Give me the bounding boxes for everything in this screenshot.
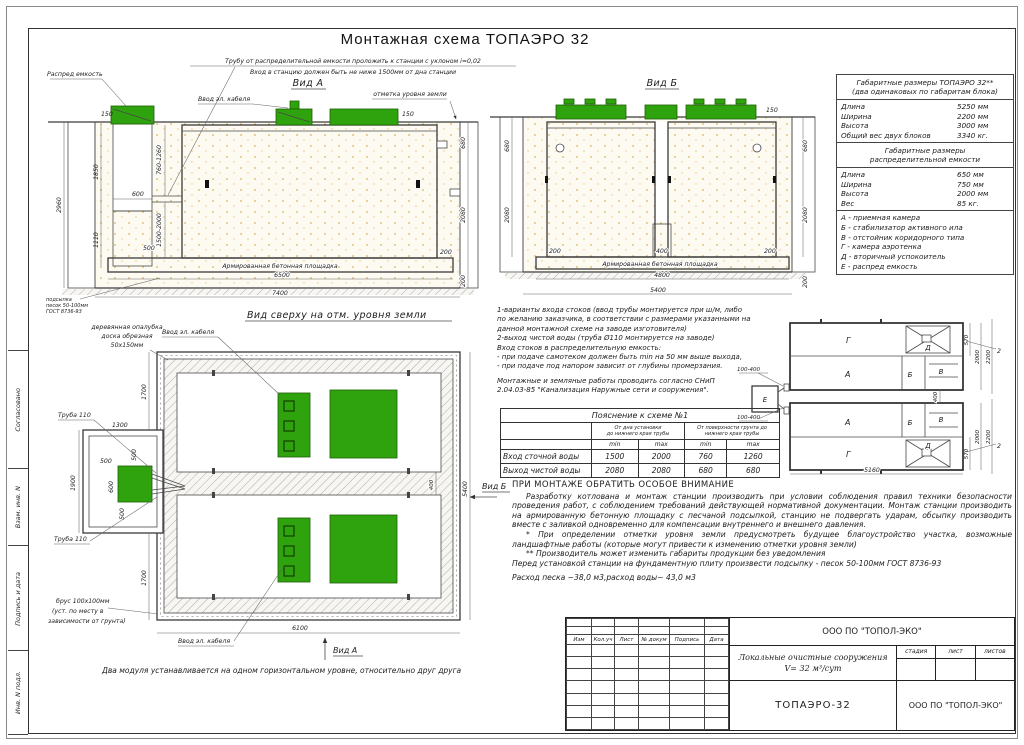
dim-label: 2080 xyxy=(802,207,809,223)
leveling-note: Два модуля устанавливается на одном горизонтальном уровне, относительно друг друга xyxy=(102,666,462,675)
explanation-table xyxy=(500,408,780,478)
chamber-label: Г xyxy=(846,336,851,345)
dim-label: 200 xyxy=(764,248,776,255)
top-view-drawing xyxy=(48,310,510,660)
specs-title: Габаритные размеры xyxy=(884,146,966,155)
dim-label: 150 xyxy=(766,107,778,114)
dim-label: 2080 xyxy=(460,207,467,223)
note-line: 2.04.03-85 "Канализация Наружные сети и сооружения". xyxy=(497,386,709,395)
legend-item: В - отстойник коридорного типа xyxy=(841,232,965,242)
stage-header: стадия xyxy=(897,646,936,658)
side-strip-label: Согласовано xyxy=(14,388,22,432)
dim-label: 2200 xyxy=(986,350,992,364)
rev-col-header: № докум xyxy=(639,635,670,645)
timber-note: брус 100х100мм xyxy=(56,598,110,605)
warning-block xyxy=(512,481,1012,583)
conn-dim-label: 100-400 xyxy=(737,415,760,421)
product-name: ТОПАЭРО-32 xyxy=(730,681,897,730)
warning-title: ПРИ МОНТАЖЕ ОБРАТИТЬ ОСОБОЕ ВНИМАНИЕ xyxy=(512,480,735,490)
station-lid xyxy=(556,105,626,119)
view-a-mark: Вид А xyxy=(333,646,358,655)
dim-label: 5400 xyxy=(650,287,666,294)
dim-label: 400 xyxy=(656,248,668,255)
specs-title: Габаритные размеры ТОПАЭРО 32** xyxy=(856,78,994,87)
spec-value: 5250 мм xyxy=(957,102,989,111)
table-subheader: max xyxy=(727,440,780,450)
spec-label: Длина xyxy=(841,170,865,179)
legend-item: Б - стабилизатор активного ила xyxy=(841,222,963,232)
side-strip-label: Инв. N подл. xyxy=(14,671,22,714)
chamber-label: Е xyxy=(762,396,768,404)
dim-label: 400 xyxy=(429,479,435,491)
view-a-drawing xyxy=(46,57,516,315)
green-cover xyxy=(330,515,397,583)
dim-label: 1500-2000 xyxy=(156,213,163,247)
warning-paragraph: ** Производитель может изменить габариты продукции без уведомления xyxy=(526,549,826,559)
warning-paragraph: Перед установкой станции на фундаментную плиту произвести подсыпку - песок 50-100мм ГОСТ 8736-93 xyxy=(512,558,942,568)
slab-label: Армированная бетонная площадка xyxy=(222,263,338,270)
pipe-label: Труба 110 xyxy=(54,536,87,543)
table-subheader: min xyxy=(685,440,727,450)
spec-label: Длина xyxy=(841,102,865,111)
view-b-mark: Вид Б xyxy=(482,482,507,491)
rev-col-header: Кол.уч xyxy=(592,635,615,645)
pipe-label: Труба 110 xyxy=(58,412,91,419)
view-b-drawing xyxy=(490,78,815,294)
inlet-height-note: Вход в станцию должен быть не ниже 1500мм от дна станции xyxy=(250,69,456,76)
specs-subtitle: распределительной емкости xyxy=(869,155,981,164)
spec-value: 750 мм xyxy=(957,179,984,189)
chamber-label: В xyxy=(938,416,944,424)
rev-col-header: Лист xyxy=(615,635,639,645)
bedding-note: подсыпка xyxy=(46,297,72,303)
dim-label: 600 xyxy=(132,191,144,198)
dim-label: 200 xyxy=(549,248,561,255)
note-line: Монтажные и земляные работы проводить согласно СНиП xyxy=(497,376,715,385)
spec-label: Ширина xyxy=(841,111,872,121)
company-name: ООО ПО "ТОПОЛ-ЭКО" xyxy=(908,701,1003,710)
chamber-label: А xyxy=(845,418,851,427)
bedding-note: песок 50-100мм xyxy=(46,303,89,309)
dim-label: 570 xyxy=(964,448,970,460)
warning-paragraph: * При определении отметки уровня земли предусмотреть будущее благоустройство участка, возможные ландшафтные работы (которые могут привести к изменению отметки уровня земли) xyxy=(512,529,1012,549)
formwork-note: деревянная опалубка xyxy=(91,324,163,331)
table-subheader: max xyxy=(638,440,685,450)
dim-label: 680 xyxy=(802,140,809,152)
table-group-header: От дна установки до нижнего края трубы xyxy=(592,423,685,440)
dim-label: 2080 xyxy=(504,207,511,223)
dim-label: 1850 xyxy=(93,164,100,180)
dim-label: 200 xyxy=(460,275,467,287)
warning-paragraph: Разработку котлована и монтаж станции производить при условии соблюдения правил техники безопасности проведения работ, с соблюдением требований действующей нормативной документации. Монтаж станции производить на армированную бетонную площадку с песчаной подсыпкой, станцию не подвергать ударам, обсыпку производить вместе с заливкой одновременно для компенсации внутреннего и внешнего давления. xyxy=(512,491,1012,530)
ground-level-label: отметка уровня земли xyxy=(373,91,447,98)
spec-value: 85 кг. xyxy=(957,198,979,208)
dim-label: 570 xyxy=(964,334,970,346)
dim-label: 760-1260 xyxy=(156,145,163,175)
chamber-label: Д xyxy=(925,442,931,450)
pipe-slope-note: Трубу от распределительной емкости проложить к станции с уклоном i=0,02 xyxy=(225,58,481,65)
dimensions-panel xyxy=(836,74,1014,275)
view-b-label: Вид Б xyxy=(646,78,678,89)
dim-label: 500 xyxy=(143,245,155,252)
rev-col-header: Изм xyxy=(567,635,592,645)
side-strip-label: Взам. инв. N xyxy=(14,486,22,529)
dim-label: 2 xyxy=(997,443,1001,450)
chamber-label: В xyxy=(938,368,944,376)
title-block xyxy=(565,617,1015,731)
bedding-note: ГОСТ 8736-93 xyxy=(46,309,82,315)
view-a-label: Вид А xyxy=(292,78,324,89)
dim-label: 1110 xyxy=(93,232,100,248)
installation-notes xyxy=(497,306,765,396)
dim-label: 400 xyxy=(933,391,939,403)
dim-label: 1900 xyxy=(70,475,77,491)
dim-label: 680 xyxy=(460,137,467,149)
dim-label: 6500 xyxy=(274,272,290,279)
table-group-header: От поверхности грунта до нижнего края трубы xyxy=(685,423,780,440)
green-cover xyxy=(330,390,397,458)
dim-label: 500 xyxy=(119,508,126,520)
dim-label: 5400 xyxy=(462,481,469,497)
sheets-header: листов xyxy=(983,648,1006,655)
cable-entry-label: Ввод эл. кабеля xyxy=(198,96,251,103)
dim-label: 600 xyxy=(108,481,115,493)
distribution-tank-plan xyxy=(118,466,152,502)
timber-note: (уст. по месту в xyxy=(52,608,104,615)
dim-label: 200 xyxy=(802,276,809,288)
document-title: Локальные очистные сооружения V= 32 м³/сут xyxy=(730,646,897,680)
dim-label: 150 xyxy=(402,111,414,118)
legend-item: Д - вторичный успокоитель xyxy=(841,252,946,262)
table-title: Пояснение к схеме №1 xyxy=(501,409,780,423)
spec-value: 3000 мм xyxy=(957,121,989,130)
cable-entry-label: Ввод эл. кабеля xyxy=(178,638,231,645)
formwork-note: доска обрезная xyxy=(101,333,153,340)
spec-label: Ширина xyxy=(841,179,872,189)
dim-label: 1700 xyxy=(141,570,148,586)
spec-value: 2200 мм xyxy=(957,111,989,121)
dim-label: 4800 xyxy=(654,272,670,279)
note-line: 1-варианты входа стоков (ввод трубы монтируется при ш/м, либо xyxy=(497,306,743,314)
rev-col-header: Подпись xyxy=(670,635,705,645)
revision-table xyxy=(566,618,729,730)
slab-label: Армированная бетонная площадка xyxy=(602,261,718,268)
formwork-note: 50х150мм xyxy=(110,342,144,349)
table-row: Выход чистой воды 2080 2080 680 680 xyxy=(501,464,780,478)
rev-col-header: Дата xyxy=(705,635,729,645)
raspred-label: Распред емкость xyxy=(47,71,103,78)
note-line: - при подаче под напором зависит от глубины промерзания. xyxy=(497,362,723,371)
chamber-label: Б xyxy=(907,371,913,379)
dim-label: 2 xyxy=(997,348,1001,355)
chamber-label: А xyxy=(845,370,851,379)
side-strip-label: Подпись и дата xyxy=(14,571,22,626)
note-line: - при подаче самотеком должен быть min на 50 мм выше выхода, xyxy=(497,353,743,362)
specs-subtitle: (два одинаковых по габаритам блока) xyxy=(852,87,998,96)
dim-label: 500 xyxy=(100,458,112,465)
timber-note: зависимости от грунта) xyxy=(48,618,126,625)
dim-label: 150 xyxy=(101,111,113,118)
dim-label: 500 xyxy=(131,449,138,461)
dim-label: 680 xyxy=(504,140,511,152)
dim-label: 2960 xyxy=(56,197,63,213)
dim-label: 200 xyxy=(440,249,452,256)
station-lid xyxy=(686,105,756,119)
table-row: Вход сточной воды 1500 2000 760 1260 xyxy=(501,450,780,464)
legend-item: А - приемная камера xyxy=(841,213,921,222)
page-title: Монтажная схема ТОПАЭРО 32 xyxy=(340,31,590,48)
spec-label: Общий вес двух блоков xyxy=(841,130,931,140)
dim-label: 5160 xyxy=(864,467,880,474)
spec-value: 3340 кг. xyxy=(957,130,988,140)
table-subheader: min xyxy=(592,440,639,450)
spec-value: 650 мм xyxy=(957,170,984,179)
cable-entry-label: Ввод эл. кабеля xyxy=(162,329,215,336)
chamber-label: Б xyxy=(907,419,913,427)
sheet-header: лист xyxy=(936,646,975,658)
chamber-label: Г xyxy=(846,450,851,459)
spec-value: 2000 мм xyxy=(957,189,989,198)
top-view-title: Вид сверху на отм. уровня земли xyxy=(247,310,427,321)
spec-label: Высота xyxy=(841,189,869,198)
note-line: по желанию заказчика, в соответствии с размерами указанными на xyxy=(497,315,751,324)
station-lid xyxy=(330,109,398,125)
spec-label: Высота xyxy=(841,121,869,130)
note-line: Вход стоков в распределительную емкость: xyxy=(497,343,662,352)
dim-label: 6100 xyxy=(292,625,308,632)
dim-label: 2000 xyxy=(975,350,981,364)
note-line: данной монтажной схеме на заводе изготовителя) xyxy=(497,324,687,333)
legend-item: Е - распред емкость xyxy=(841,261,918,271)
consumption-note: Расход песка ~38,0 м3,расход воды~ 43,0 м3 xyxy=(512,573,696,583)
company-name: ООО ПО "ТОПОЛ-ЭКО" xyxy=(730,618,1014,646)
dim-label: 2200 xyxy=(986,430,992,444)
chamber-label: Д xyxy=(925,344,931,352)
dim-label: 1700 xyxy=(141,384,148,400)
spec-label: Вес xyxy=(841,198,855,208)
dim-label: 2000 xyxy=(975,430,981,444)
dim-label: 1300 xyxy=(112,422,128,429)
legend-item: Г - камера аэротенка xyxy=(841,242,922,252)
conn-dim-label: 100-400 xyxy=(737,367,760,373)
dim-label: 7400 xyxy=(272,290,288,297)
note-line: 2-выход чистой воды (труба Ø110 монтируется на заводе) xyxy=(497,334,715,343)
